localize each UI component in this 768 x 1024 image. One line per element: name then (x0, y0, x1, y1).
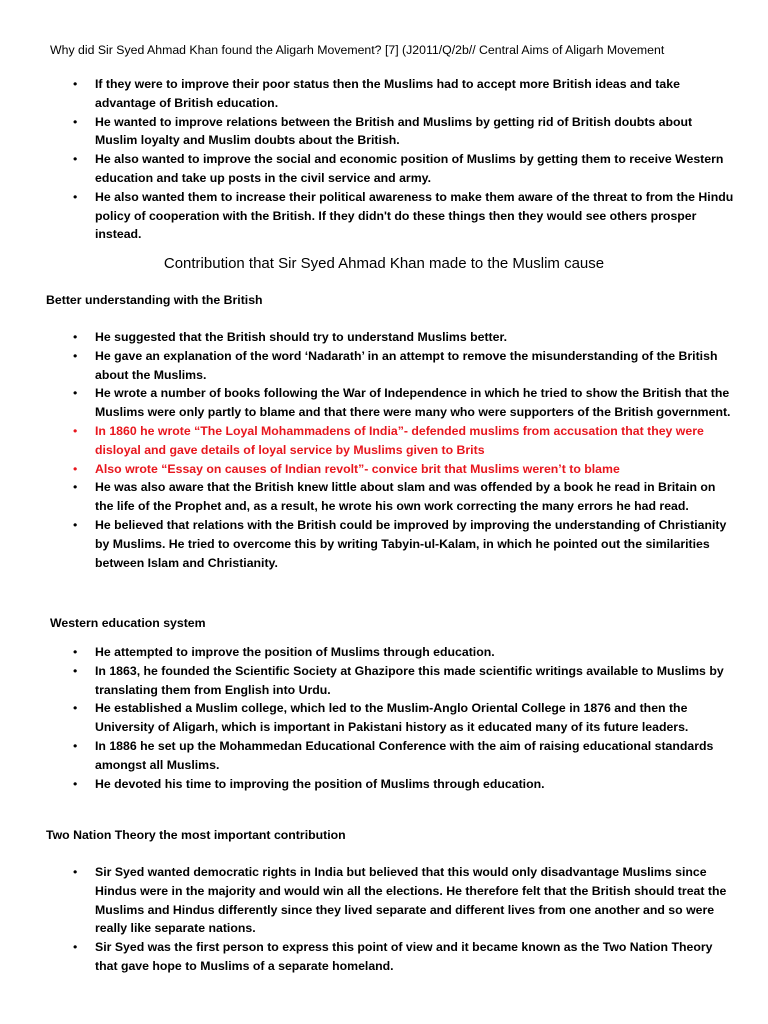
two-nation-list (95, 863, 735, 976)
list-item: • He devoted his time to improving the position of Muslims through education. (95, 775, 735, 794)
list-item: • He wrote a number of books following the War of Independence in which he tried to show the British that the Muslims were only partly to blame and that there were many who were supporters of the British government. (95, 384, 735, 422)
section-heading-british: Better understanding with the British (46, 293, 263, 307)
list-item: • Sir Syed wanted democratic rights in India but believed that this would only disadvantage Muslims since Hindus were in the majority and would win all the elections. He therefore felt that the British should treat the Muslims and Hindus differently since they lived separate and different lives from one another and so were really like separate nations. (95, 863, 735, 938)
question-title: Why did Sir Syed Ahmad Khan found the Aligarh Movement? [7] (J2011/Q/2b// Central Aims of Aligarh Movement (50, 43, 665, 57)
section-heading-education: Western education system (50, 616, 206, 630)
education-list (95, 643, 735, 793)
list-item: • He also wanted them to increase their political awareness to make them aware of the threat to from the Hindu policy of cooperation with the British. If they didn't do these things then they would see others prosper instead. (95, 188, 735, 244)
list-item: • He suggested that the British should try to understand Muslims better. (95, 328, 735, 347)
list-item: • He also wanted to improve the social and economic position of Muslims by getting them to receive Western education and take up posts in the civil service and army. (95, 150, 735, 188)
list-item-highlight: • In 1860 he wrote “The Loyal Mohammadens of India”- defended muslims from accusation that they were disloyal and gave details of loyal service by Muslims given to Brits (95, 422, 735, 460)
list-item: • In 1863, he founded the Scientific Society at Ghazipore this made scientific writings available to Muslims by translating them from English into Urdu. (95, 662, 735, 700)
contribution-title: Contribution that Sir Syed Ahmad Khan made to the Muslim cause (163, 255, 605, 272)
aims-list (95, 75, 735, 244)
list-item: • In 1886 he set up the Mohammedan Educational Conference with the aim of raising educational standards amongst all Muslims. (95, 737, 735, 775)
list-item: • He wanted to improve relations between the British and Muslims by getting rid of British doubts about Muslim loyalty and Muslim doubts about the British. (95, 113, 735, 151)
list-item: • He attempted to improve the position of Muslims through education. (95, 643, 735, 662)
british-list (95, 328, 735, 572)
list-item: • He was also aware that the British knew little about slam and was offended by a book he read in Britain on the life of the Prophet and, as a result, he wrote his own work correcting the many errors he had read. (95, 478, 735, 516)
list-item: • If they were to improve their poor status then the Muslims had to accept more British ideas and take advantage of British education. (95, 75, 735, 113)
list-item: • He gave an explanation of the word ‘Nadarath’ in an attempt to remove the misunderstanding of the British about the Muslims. (95, 347, 735, 385)
list-item-highlight: • Also wrote “Essay on causes of Indian revolt”- convice brit that Muslims weren’t to blame (95, 460, 735, 479)
list-item: • He believed that relations with the British could be improved by improving the understanding of Christianity by Muslims. He tried to overcome this by writing Tabyin-ul-Kalam, in which he pointed out the similarities between Islam and Christianity. (95, 516, 735, 572)
section-heading-two-nation: Two Nation Theory the most important contribution (46, 828, 346, 842)
list-item: • He established a Muslim college, which led to the Muslim-Anglo Oriental College in 1876 and then the University of Aligarh, which is important in Pakistani history as it educated many of its future leaders. (95, 699, 735, 737)
list-item: • Sir Syed was the first person to express this point of view and it became known as the Two Nation Theory that gave hope to Muslims of a separate homeland. (95, 938, 735, 976)
